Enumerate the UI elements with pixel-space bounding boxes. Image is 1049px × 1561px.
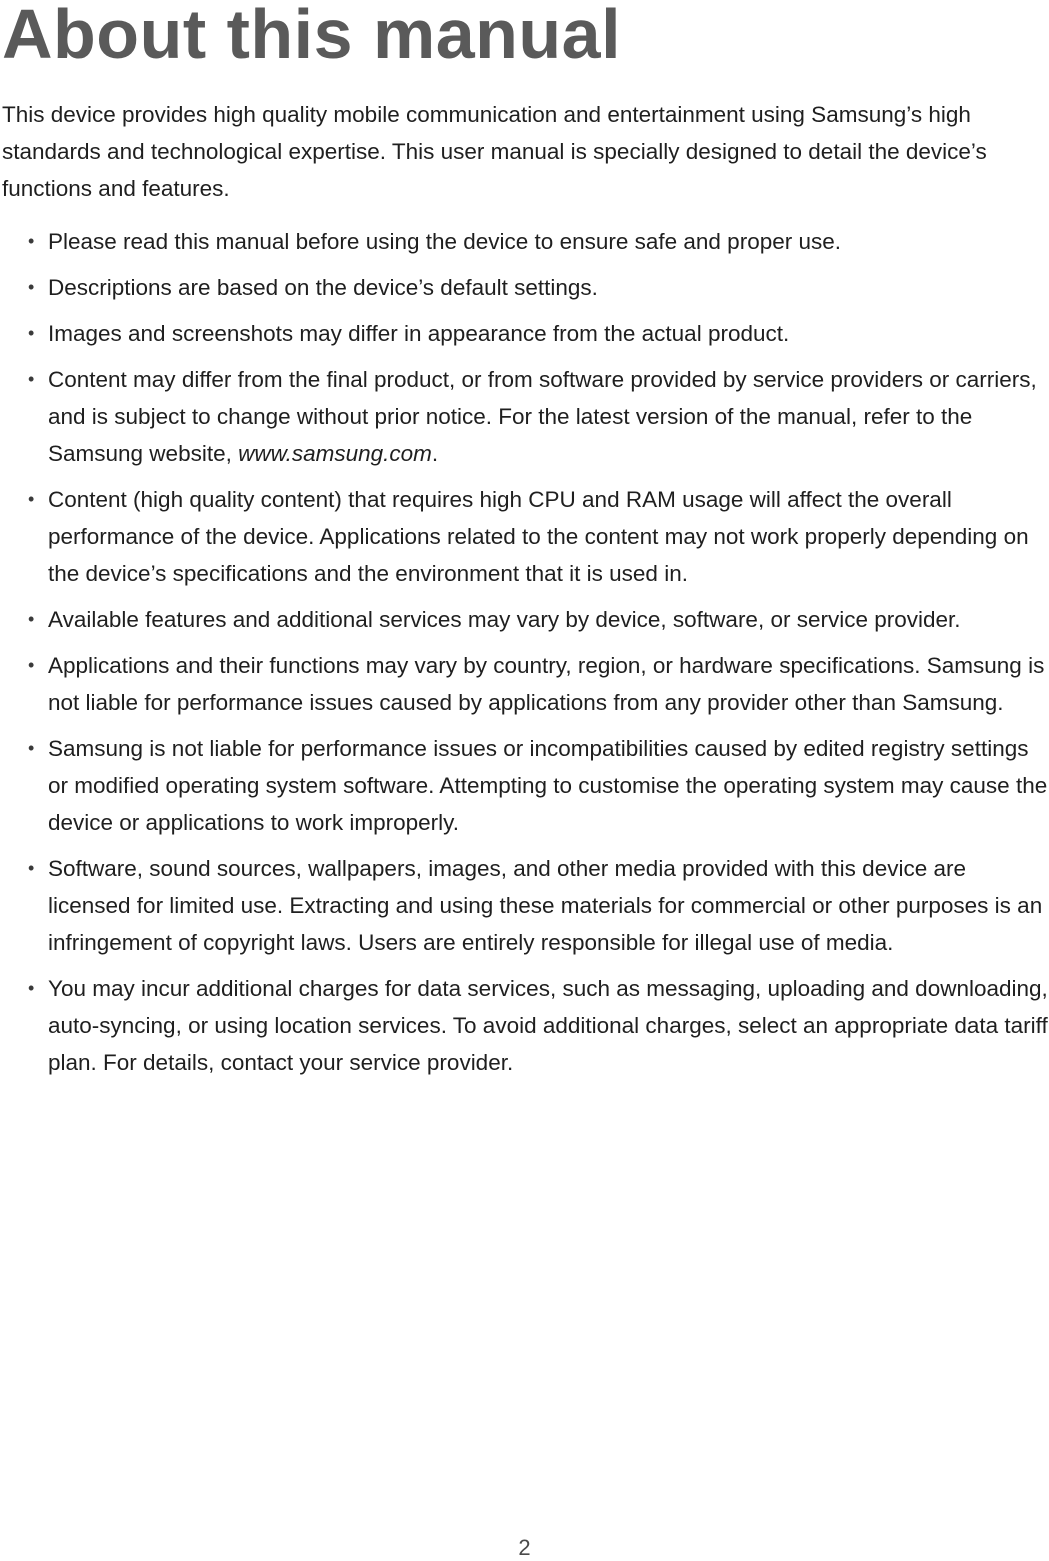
bullet-icon: • — [28, 655, 35, 675]
bullet-icon: • — [28, 277, 35, 297]
bullet-text-after-link: . — [431, 441, 439, 466]
list-item — [0, 730, 1048, 841]
page-title: About this manual — [2, 0, 622, 73]
bullet-text: Applications and their functions may vary by country, region, or hardware specifications. Samsung is not liable for performance issues caused by applications from any provider other than Samsung. — [48, 653, 1045, 715]
bullet-text: Content (high quality content) that requires high CPU and RAM usage will affect the overall performance of the device. Applications related to the content may not work properly depending on the device’s specifications and the environment that it is used in. — [48, 487, 1029, 586]
bullet-icon: • — [28, 858, 35, 878]
page-number: 2 — [518, 1535, 531, 1560]
bullet-text-before-link: Content may differ from the final product, or from software provided by service providers or carriers, and is subject to change without prior notice. For the latest version of the manual, refer to the Samsung website, — [48, 367, 1037, 466]
list-item — [0, 361, 1048, 472]
intro-paragraph: This device provides high quality mobile communication and entertainment using Samsung’s high standards and technological expertise. This user manual is specially designed to detail the device’s functions and features. — [2, 102, 987, 201]
list-item — [0, 315, 1048, 352]
list-item — [0, 970, 1048, 1081]
bullet-icon: • — [28, 231, 35, 251]
bullet-text: Samsung is not liable for performance issues or incompatibilities caused by edited registry settings or modified operating system software. Attempting to customise the operating system may cause the device or applications to work improperly. — [48, 736, 1048, 835]
list-item — [0, 269, 1048, 306]
list-item — [0, 647, 1048, 721]
bullet-text: Descriptions are based on the device’s default settings. — [48, 275, 598, 300]
list-item — [0, 223, 1048, 260]
list-item — [0, 481, 1048, 592]
list-item — [0, 850, 1048, 961]
bullet-icon: • — [28, 489, 35, 509]
bullet-text: Images and screenshots may differ in appearance from the actual product. — [48, 321, 790, 346]
bullet-text: Please read this manual before using the device to ensure safe and proper use. — [48, 229, 842, 254]
bullet-text: Software, sound sources, wallpapers, images, and other media provided with this device are licensed for limited use. Extracting and using these materials for commercial or other purposes is an infringement of copyright laws. Users are entirely responsible for illegal use of media. — [48, 856, 1043, 955]
bullet-text: Available features and additional services may vary by device, software, or service provider. — [48, 607, 961, 632]
bullet-icon: • — [28, 369, 35, 389]
list-item — [0, 601, 1048, 638]
bullet-icon: • — [28, 323, 35, 343]
bullet-text: You may incur additional charges for data services, such as messaging, uploading and downloading, auto-syncing, or using location services. To avoid additional charges, select an appropriate data tariff plan. For details, contact your service provider. — [48, 976, 1048, 1075]
bullet-icon: • — [28, 738, 35, 758]
bullet-list — [0, 223, 1049, 1090]
bullet-icon: • — [28, 978, 35, 998]
samsung-website-link[interactable]: www.samsung.com — [238, 441, 432, 466]
bullet-icon: • — [28, 609, 35, 629]
